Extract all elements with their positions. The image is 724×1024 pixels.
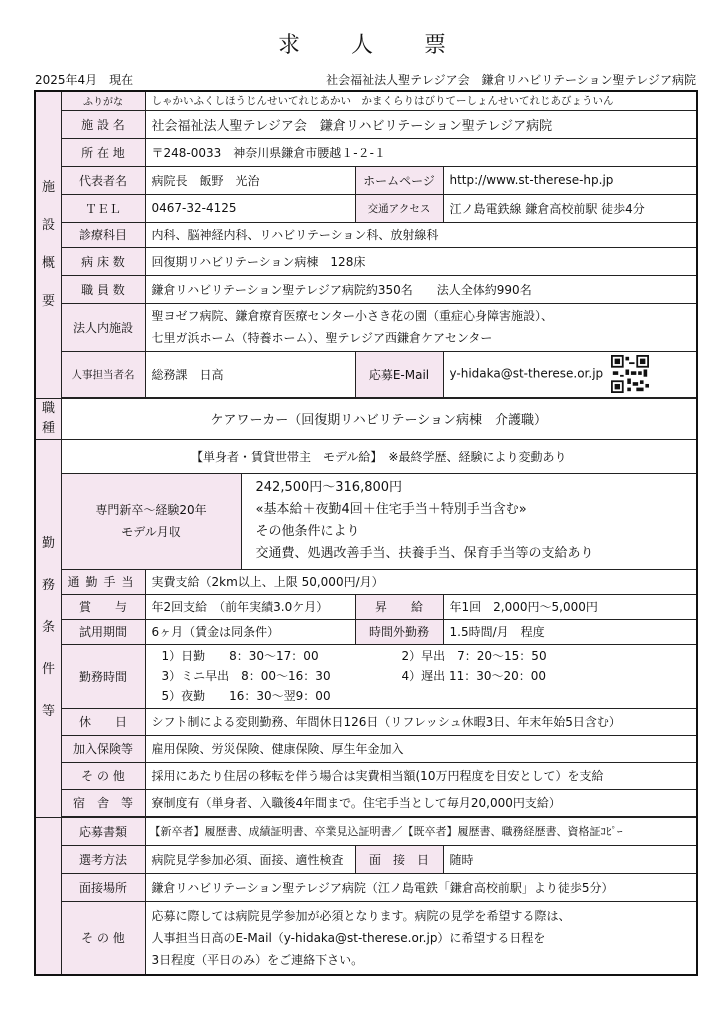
model-line-other: その他条件により [255, 524, 360, 539]
raise-label: 昇 給 [355, 594, 443, 619]
bonus-value: 年2回支給 （前年実績3.0ケ月） [145, 594, 355, 619]
hours-label: 勤務時間 [61, 644, 145, 708]
address-label: 所 在 地 [61, 138, 145, 166]
overtime-value: 1.5時間/月 程度 [443, 619, 697, 644]
trial-value: 6ヶ月（賃金は同条件） [145, 619, 355, 644]
model-salary-label [61, 473, 241, 569]
model-line-breakdown: «基本給＋夜勤4回＋住宅手当＋特別手当含む» [255, 502, 527, 517]
dorm-label: 宿 舎 等 [61, 789, 145, 816]
shift-late: 4）遅出 11：30～20：00 [401, 668, 547, 683]
commute-value: 実費支給（2km以上、上限 50,000円/月） [145, 569, 697, 594]
page-title: 求 人 票 [278, 33, 468, 58]
hr-contact-value: 総務課 日高 [145, 351, 355, 397]
holiday-label: 休 日 [61, 708, 145, 735]
conditions-other-value: 採用にあたり住居の移転を伴う場合は実費相当額(10万円程度を目安として）を支給 [145, 762, 697, 789]
selection-label: 選考方法 [61, 845, 145, 873]
shift-mini-early: 3）ミニ早出 8：00～16：30 [161, 668, 331, 683]
shift-early: 2）早出 7：20～15：50 [401, 648, 547, 663]
model-salary-details [241, 473, 697, 569]
section-facility [35, 91, 61, 398]
interview-place-label: 面接場所 [61, 873, 145, 901]
dorm-value: 寮制度有（単身者、入職後4年間まで。住宅手当として毎月20,000円支給） [145, 789, 697, 816]
job-title: ケアワーカー（回復期リハビリテーション病棟 介護職） [61, 398, 697, 439]
selection-value: 病院見学参加必須、面接、適性検査 [145, 845, 355, 873]
facility-name-value: 社会福祉法人聖テレジア会 鎌倉リハビリテーション聖テレジア病院 [145, 110, 697, 138]
beds-value: 回復期リハビリテーション病棟 128床 [145, 247, 697, 275]
conditions-other-label: そ の 他 [61, 762, 145, 789]
model-label-line-2: モデル月収 [121, 525, 181, 539]
section-application [35, 817, 61, 975]
email-label: 応募E-Mail [355, 351, 443, 397]
affiliates-value [145, 303, 697, 351]
tel-label: ＴＥＬ [61, 194, 145, 222]
shift-day: 1）日勤 8：30～17：00 [161, 648, 319, 663]
commute-label: 通勤手当 [61, 569, 145, 594]
hours-value [145, 644, 697, 708]
application-note-line-2: 人事担当日高のE-Mail（y-hidaka@st-therese.or.jp）に希望する日程を [151, 930, 546, 945]
job-posting-table [34, 90, 698, 976]
holiday-value: シフト制による変則勤務、年間休日126日（リフレッシュ休暇3日、年末年始5日含む） [145, 708, 697, 735]
section-label-job-type: 職 種 [42, 400, 56, 436]
hr-contact-label: 人事担当者名 [61, 351, 145, 397]
email-cell [443, 351, 697, 397]
affiliates-label: 法人内施設 [61, 303, 145, 351]
shift-night: 5）夜勤 16：30～翌9：00 [161, 688, 331, 703]
departments-value: 内科、脳神経内科、リハビリテーション科、放射線科 [145, 222, 697, 247]
model-line-allowances: 交通費、処遇改善手当、扶養手当、保育手当等の支給あり [255, 546, 594, 561]
section-conditions [35, 439, 61, 817]
qr-code-icon[interactable] [611, 355, 649, 393]
facility-name-label: 施 設 名 [61, 110, 145, 138]
documents-label: 応募書類 [61, 817, 145, 845]
bonus-label: 賞 与 [61, 594, 145, 619]
tel-value: 0467-32-4125 [145, 194, 355, 222]
model-salary-header: 【単身者・賃貸世帯主 モデル給】 ※最終学歴、経験により変動あり [61, 439, 697, 473]
organization-header: 社会福祉法人聖テレジア会 鎌倉リハビリテーション聖テレジア病院 [326, 73, 696, 87]
interview-date-value: 随時 [443, 845, 697, 873]
model-line-range: 242,500円～316,800円 [255, 480, 403, 495]
staff-value: 鎌倉リハビリテーション聖テレジア病院約350名 法人全体約990名 [145, 275, 697, 303]
as-of-date: 2025年4月 現在 [35, 73, 134, 87]
model-label-line-1: 専門新卒～経験20年 [95, 503, 207, 517]
furigana-label: ふりがな [61, 91, 145, 110]
section-label-conditions: 勤 務 条 件 等 [42, 536, 56, 719]
overtime-label: 時間外勤務 [355, 619, 443, 644]
homepage-label: ホームページ [355, 166, 443, 194]
departments-label: 診療科目 [61, 222, 145, 247]
affiliates-line-1: 聖ヨゼフ病院、鎌倉療育医療センター小さき花の園（重症心身障害施設）、 [151, 309, 554, 323]
homepage-link[interactable]: http://www.st-therese-hp.jp [443, 166, 697, 194]
section-label-facility: 施 設 概 要 [42, 179, 56, 309]
access-value: 江ノ島電鉄線 鎌倉高校前駅 徒歩4分 [443, 194, 697, 222]
furigana-value: しゃかいふくしほうじんせいてれじあかい かまくらりはびりてーしょんせいてれじあびょういん [145, 91, 697, 110]
insurance-label: 加入保険等 [61, 735, 145, 762]
trial-label: 試用期間 [61, 619, 145, 644]
affiliates-line-2: 七里ガ浜ホーム（特養ホーム）、聖テレジア西鎌倉ケアセンター [151, 331, 493, 345]
application-other-label: そ の 他 [61, 901, 145, 975]
interview-date-label: 面 接 日 [355, 845, 443, 873]
insurance-value: 雇用保険、労災保険、健康保険、厚生年金加入 [145, 735, 697, 762]
documents-value: 【新卒者】履歴書、成績証明書、卒業見込証明書／【既卒者】履歴書、職務経歴書、資格証ｺﾋﾟｰ [145, 817, 697, 845]
address-value: 〒248-0033 神奈川県鎌倉市腰越１-２-１ [145, 138, 697, 166]
staff-label: 職 員 数 [61, 275, 145, 303]
email-link[interactable]: y-hidaka@st-therese.or.jp [449, 366, 604, 381]
access-label: 交通アクセス [355, 194, 443, 222]
application-note-line-3: 3日程度（平日のみ）をご連絡下さい。 [151, 952, 364, 967]
application-note-line-1: 応募に際しては病院見学参加が必須となります。病院の見学を希望する際は、 [151, 908, 571, 923]
beds-label: 病 床 数 [61, 247, 145, 275]
application-other-value [145, 901, 697, 975]
raise-value: 年1回 2,000円～5,000円 [443, 594, 697, 619]
representative-value: 病院長 飯野 光治 [145, 166, 355, 194]
representative-label: 代表者名 [61, 166, 145, 194]
section-job-type [35, 398, 61, 439]
interview-place-value: 鎌倉リハビリテーション聖テレジア病院（江ノ島電鉄「鎌倉高校前駅」より徒歩5分） [145, 873, 697, 901]
